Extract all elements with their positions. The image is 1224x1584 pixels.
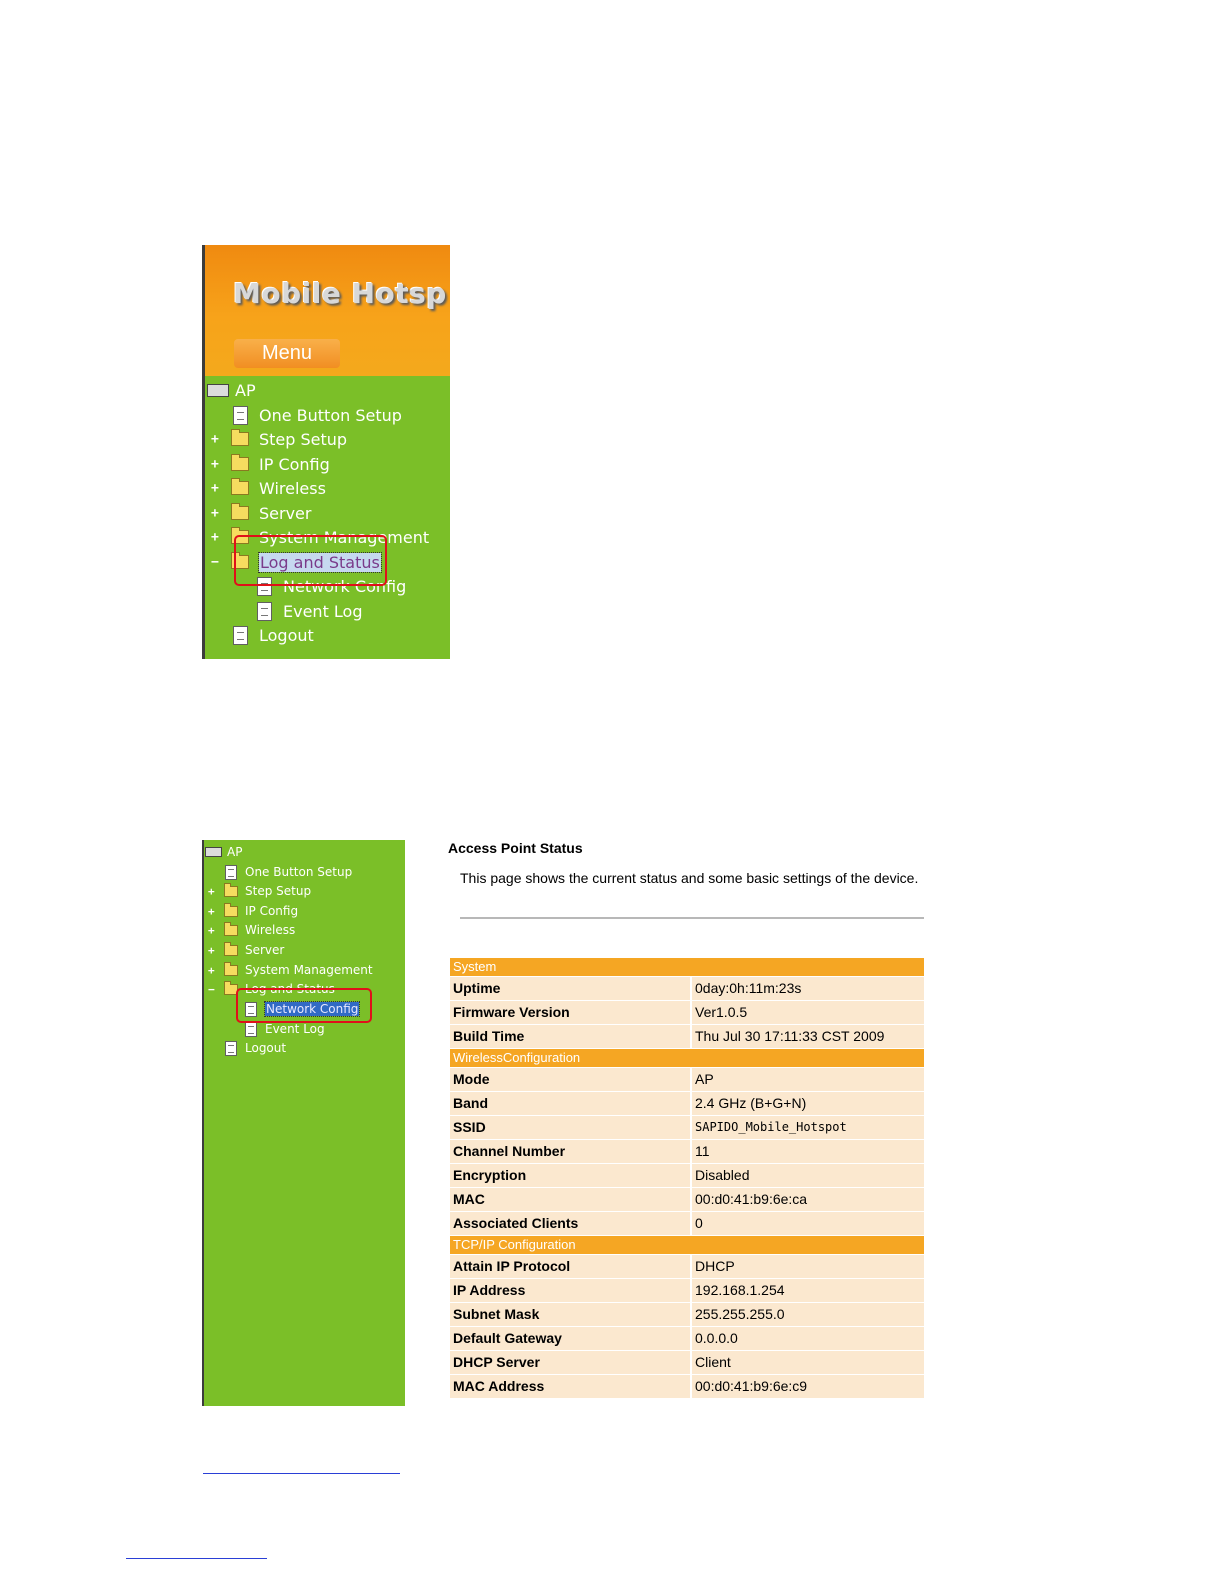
table-row bbox=[450, 1164, 924, 1187]
section-header-tcpip: TCP/IP Configuration bbox=[450, 1236, 924, 1254]
tree-root-label: AP bbox=[227, 845, 243, 859]
row-label: DHCP Server bbox=[450, 1351, 690, 1374]
menu-item-wireless[interactable] bbox=[231, 477, 326, 499]
menu-button[interactable]: Menu bbox=[234, 339, 340, 368]
row-value: 2.4 GHz (B+G+N) bbox=[692, 1092, 924, 1115]
row-value: DHCP bbox=[692, 1255, 924, 1278]
table-row bbox=[450, 1279, 924, 1302]
menu-item-label: Logout bbox=[245, 1041, 287, 1055]
folder-icon bbox=[224, 925, 238, 936]
table-row bbox=[450, 1068, 924, 1091]
folder-icon bbox=[224, 906, 238, 917]
expand-plus-icon[interactable]: + bbox=[208, 944, 215, 957]
tree-root-ap[interactable] bbox=[207, 379, 256, 401]
folder-icon bbox=[231, 506, 249, 520]
document-icon bbox=[257, 602, 272, 621]
status-table bbox=[450, 958, 924, 1399]
page-title: Access Point Status bbox=[448, 840, 583, 856]
row-label: Band bbox=[450, 1092, 690, 1115]
menu-item-label: Logout bbox=[259, 625, 314, 645]
menu-item-label: Network Config bbox=[283, 576, 407, 596]
computer-icon bbox=[207, 384, 229, 397]
expand-plus-icon[interactable]: + bbox=[208, 885, 215, 898]
row-label: SSID bbox=[450, 1116, 690, 1139]
page-description: This page shows the current status and some basic settings of the device. bbox=[460, 870, 919, 886]
row-value: 0day:0h:11m:23s bbox=[692, 977, 924, 1000]
menu-item-label: Log and Status bbox=[245, 982, 335, 996]
section-header-system: System bbox=[450, 958, 924, 976]
folder-icon bbox=[224, 945, 238, 956]
menu-item-label: One Button Setup bbox=[259, 405, 402, 425]
table-row bbox=[450, 1351, 924, 1374]
header-banner bbox=[205, 245, 450, 376]
menu-item-label: Network Config bbox=[266, 1002, 359, 1016]
table-row bbox=[450, 1140, 924, 1163]
folder-icon bbox=[231, 457, 249, 471]
divider bbox=[460, 917, 924, 919]
collapse-minus-icon[interactable]: − bbox=[211, 555, 219, 570]
menu-item-label: Event Log bbox=[265, 1022, 325, 1036]
menu-item-label: IP Config bbox=[259, 454, 330, 474]
row-value: Ver1.0.5 bbox=[692, 1001, 924, 1024]
row-value: 192.168.1.254 bbox=[692, 1279, 924, 1302]
table-row bbox=[450, 1327, 924, 1350]
menu-item-label: System Management bbox=[259, 527, 430, 547]
document-icon bbox=[225, 865, 237, 880]
menu-item-label: One Button Setup bbox=[245, 865, 353, 879]
menu-item-step-setup[interactable] bbox=[231, 428, 347, 450]
expand-plus-icon[interactable]: + bbox=[211, 481, 219, 496]
menu-item-label: IP Config bbox=[245, 904, 299, 918]
expand-plus-icon[interactable]: + bbox=[211, 432, 219, 447]
row-label: Encryption bbox=[450, 1164, 690, 1187]
table-row bbox=[450, 977, 924, 1000]
collapse-minus-icon[interactable]: − bbox=[208, 983, 215, 996]
row-label: Uptime bbox=[450, 977, 690, 1000]
menu-item-ip-config[interactable] bbox=[224, 902, 298, 920]
table-row bbox=[450, 1212, 924, 1235]
expand-plus-icon[interactable]: + bbox=[208, 964, 215, 977]
folder-icon bbox=[224, 886, 238, 897]
menu-item-label: System Management bbox=[245, 963, 373, 977]
computer-icon bbox=[205, 847, 222, 857]
row-value: Disabled bbox=[692, 1164, 924, 1187]
brand-title: Mobile Hotsp bbox=[233, 277, 447, 310]
menu-item-label: Wireless bbox=[259, 478, 326, 498]
row-value: Client bbox=[692, 1351, 924, 1374]
menu-item-label: Wireless bbox=[245, 923, 296, 937]
row-label: Attain IP Protocol bbox=[450, 1255, 690, 1278]
menu-item-label: Step Setup bbox=[259, 429, 348, 449]
document-icon bbox=[233, 406, 248, 425]
menu-item-one-button-setup[interactable] bbox=[233, 404, 402, 426]
menu-item-system-management[interactable] bbox=[224, 961, 373, 979]
folder-icon bbox=[231, 481, 249, 495]
menu-item-server[interactable] bbox=[231, 502, 311, 524]
row-value: Thu Jul 30 17:11:33 CST 2009 bbox=[692, 1025, 924, 1048]
row-label: MAC bbox=[450, 1188, 690, 1211]
row-label: Channel Number bbox=[450, 1140, 690, 1163]
row-label: MAC Address bbox=[450, 1375, 690, 1398]
row-label: Build Time bbox=[450, 1025, 690, 1048]
menu-screenshot-2 bbox=[202, 840, 405, 1406]
underline-rule bbox=[203, 1473, 400, 1474]
underline-rule bbox=[126, 1558, 267, 1559]
menu-item-label: Server bbox=[245, 943, 285, 957]
folder-icon bbox=[224, 965, 238, 976]
expand-plus-icon[interactable]: + bbox=[211, 530, 219, 545]
row-value: SAPIDO_Mobile_Hotspot bbox=[692, 1116, 924, 1139]
row-label: Mode bbox=[450, 1068, 690, 1091]
document-icon bbox=[225, 1041, 237, 1056]
table-row bbox=[450, 1116, 924, 1139]
expand-plus-icon[interactable]: + bbox=[211, 506, 219, 521]
menu-item-logout[interactable] bbox=[225, 1039, 286, 1057]
menu-item-ip-config[interactable] bbox=[231, 453, 330, 475]
tree-root-ap[interactable] bbox=[205, 843, 242, 861]
document-icon bbox=[233, 626, 248, 645]
row-value: 00:d0:41:b9:6e:ca bbox=[692, 1188, 924, 1211]
menu-item-logout[interactable] bbox=[233, 624, 314, 646]
menu-item-one-button-setup[interactable] bbox=[225, 863, 352, 881]
menu-item-label: Log and Status bbox=[260, 552, 380, 572]
table-row bbox=[450, 1092, 924, 1115]
row-label: Firmware Version bbox=[450, 1001, 690, 1024]
table-row bbox=[450, 1001, 924, 1024]
table-row bbox=[450, 1025, 924, 1048]
expand-plus-icon[interactable]: + bbox=[208, 905, 215, 918]
menu-item-label: Step Setup bbox=[245, 884, 312, 898]
table-row bbox=[450, 1255, 924, 1278]
section-header-wireless: WirelessConfiguration bbox=[450, 1049, 924, 1067]
document-icon bbox=[245, 1022, 257, 1037]
row-label: IP Address bbox=[450, 1279, 690, 1302]
table-row bbox=[450, 1303, 924, 1326]
row-value: 0.0.0.0 bbox=[692, 1327, 924, 1350]
folder-icon bbox=[231, 432, 249, 446]
red-highlight-box bbox=[234, 535, 387, 586]
row-value: 00:d0:41:b9:6e:c9 bbox=[692, 1375, 924, 1398]
table-row bbox=[450, 1375, 924, 1398]
table-row bbox=[450, 1188, 924, 1211]
row-label: Default Gateway bbox=[450, 1327, 690, 1350]
menu-item-step-setup[interactable] bbox=[224, 882, 311, 900]
red-highlight-box bbox=[236, 988, 372, 1023]
row-label: Subnet Mask bbox=[450, 1303, 690, 1326]
menu-item-label: Server bbox=[259, 503, 312, 523]
row-value: 255.255.255.0 bbox=[692, 1303, 924, 1326]
menu-item-server[interactable] bbox=[224, 941, 284, 959]
row-value: AP bbox=[692, 1068, 924, 1091]
menu-screenshot-1 bbox=[202, 245, 450, 659]
expand-plus-icon[interactable]: + bbox=[211, 457, 219, 472]
tree-root-label: AP bbox=[235, 380, 256, 400]
row-label: Associated Clients bbox=[450, 1212, 690, 1235]
menu-item-label: Event Log bbox=[283, 601, 363, 621]
row-value: 11 bbox=[692, 1140, 924, 1163]
expand-plus-icon[interactable]: + bbox=[208, 924, 215, 937]
menu-item-wireless[interactable] bbox=[224, 921, 295, 939]
menu-item-event-log[interactable] bbox=[257, 600, 363, 622]
row-value: 0 bbox=[692, 1212, 924, 1235]
